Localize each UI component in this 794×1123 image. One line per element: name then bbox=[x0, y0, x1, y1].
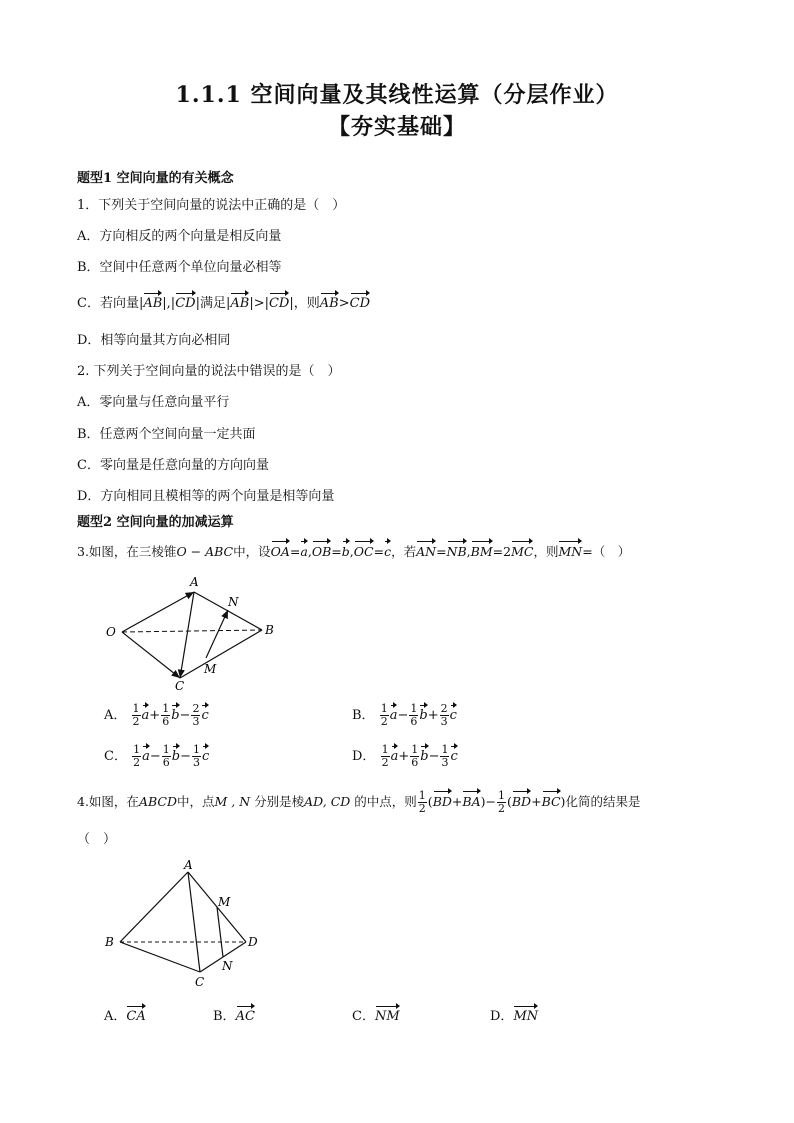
label-B2: B bbox=[105, 935, 114, 949]
q2-option-c: C．零向量是任意向量的方向向量 bbox=[77, 458, 269, 473]
q1-option-d: D．相等向量其方向必相同 bbox=[77, 333, 231, 348]
q4-paren: （ ） bbox=[77, 832, 117, 847]
q4-option-c: C．NM bbox=[352, 1009, 400, 1024]
q1-option-a: A．方向相反的两个向量是相反向量 bbox=[77, 229, 282, 244]
label-A2: A bbox=[184, 858, 193, 872]
q4-option-b: B．AC bbox=[213, 1009, 255, 1024]
label-D2: D bbox=[248, 935, 258, 949]
label-O: O bbox=[106, 625, 116, 639]
q3-option-a: A． $\frac{1}{2}$ a+ $\frac{1}{6}$ b− $\frac{2}{3}$ c bbox=[104, 702, 209, 728]
label-A: A bbox=[190, 575, 199, 589]
q1-option-c: C．若向量|AB|,|CD|满足|AB|>|CD|，则AB>CD bbox=[77, 296, 370, 311]
q2-option-b: B．任意两个空间向量一定共面 bbox=[77, 427, 256, 442]
label-M: M bbox=[204, 662, 217, 676]
label-C: C bbox=[175, 679, 185, 693]
q4-figure bbox=[100, 858, 270, 993]
q2-option-d: D．方向相同且模相等的两个向量是相等向量 bbox=[77, 489, 335, 504]
label-N: N bbox=[228, 595, 239, 609]
q3-option-c: C． $\frac{1}{2}$ a− $\frac{1}{6}$ b− $\frac{1}{3}$ c bbox=[104, 743, 210, 769]
q2-stem: 2. 下列关于空间向量的说法中错误的是（ ） bbox=[77, 364, 341, 379]
section2-heading: 题型2 空间向量的加减运算 bbox=[77, 515, 234, 530]
q3-figure bbox=[100, 572, 290, 694]
page-subtitle: 【夯实基础】 bbox=[327, 114, 466, 140]
q3-option-b: B． $\frac{1}{2}$ a− $\frac{1}{6}$ b+ $\frac{2}{3}$ c bbox=[352, 702, 457, 728]
q3-option-d: D． $\frac{1}{2}$ a+ $\frac{1}{6}$ b− $\frac{1}{3}$ c bbox=[352, 743, 458, 769]
q4-option-a: A．CA bbox=[104, 1009, 146, 1024]
q2-option-a: A．零向量与任意向量平行 bbox=[77, 395, 230, 410]
label-C2: C bbox=[195, 975, 205, 989]
label-N2: N bbox=[222, 959, 233, 973]
page-title: 1.1.1 空间向量及其线性运算（分层作业） bbox=[175, 82, 619, 108]
label-B: B bbox=[265, 623, 274, 637]
q1-option-b: B．空间中任意两个单位向量必相等 bbox=[77, 260, 282, 275]
q4-option-d: D．MN bbox=[490, 1009, 539, 1024]
section1-heading: 题型1 空间向量的有关概念 bbox=[77, 171, 234, 186]
label-M2: M bbox=[218, 895, 231, 909]
q1-stem: 1．下列关于空间向量的说法中正确的是（ ） bbox=[77, 198, 346, 213]
q3-stem: 3.如图，在三棱锥O − ABC中，设OA=a,OB=b,OC=c，若AN=NB,BM=2MC，则MN=（ ） bbox=[77, 544, 631, 559]
q4-stem: 4.如图，在ABCD中，点M , N 分别是棱AD, CD 的中点，则 $\frac{1}{2}$ (BD+BA)− $\frac{1}{2}$ (BD+BC)化简的结果是 bbox=[77, 789, 641, 815]
